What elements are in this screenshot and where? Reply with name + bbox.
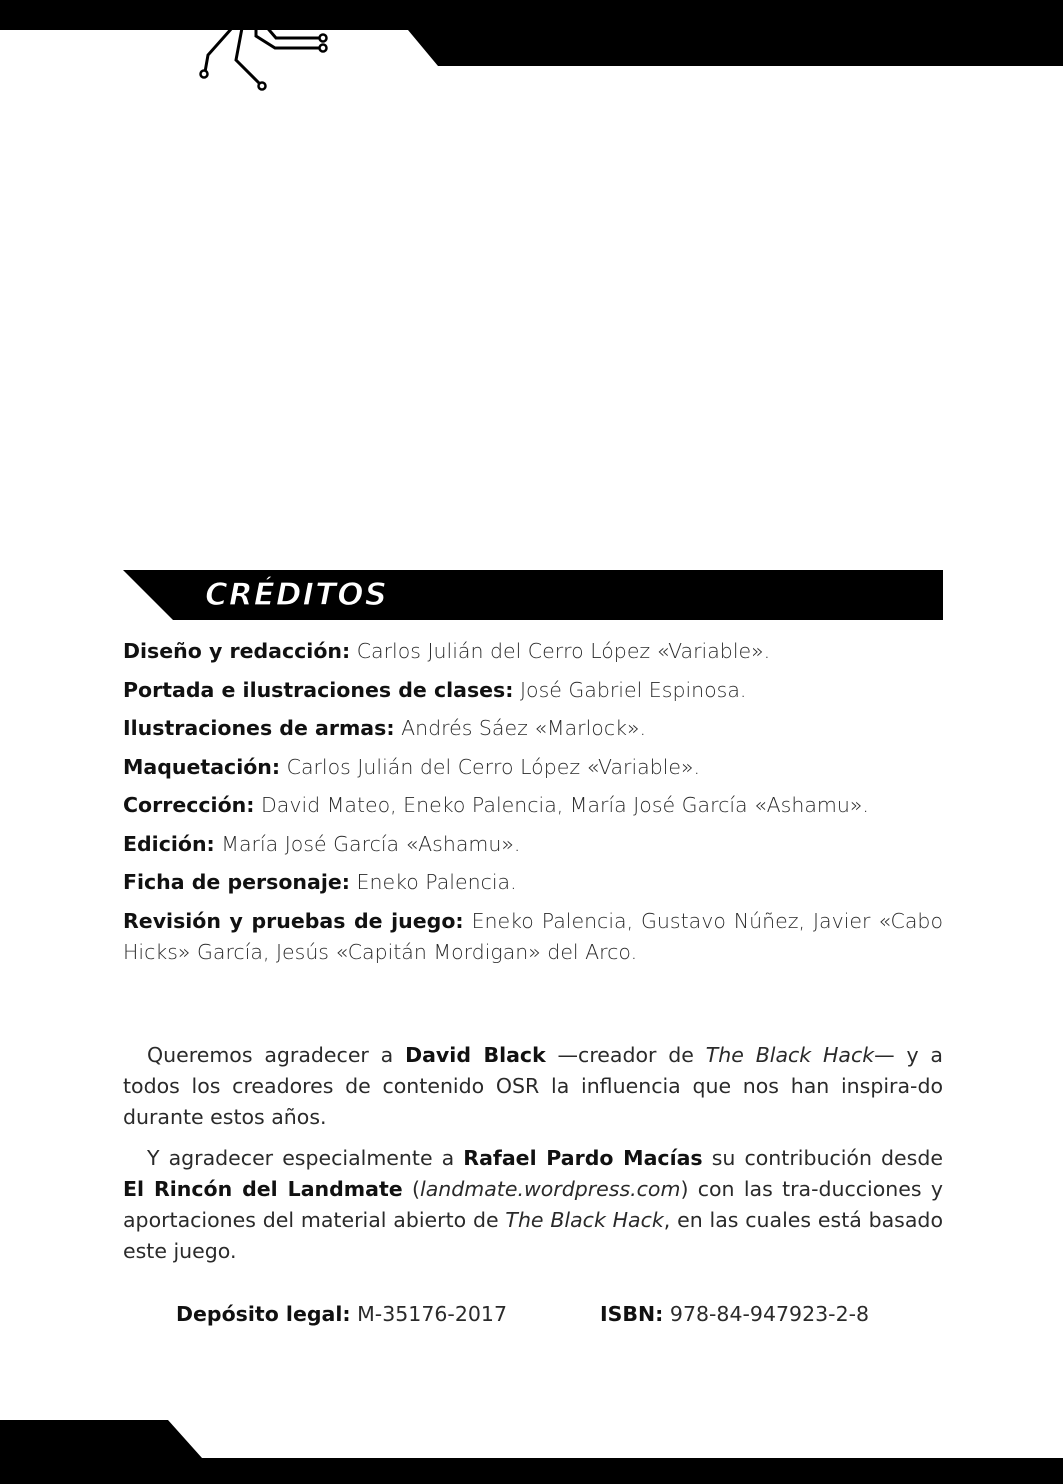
isbn-label: ISBN: (600, 1302, 664, 1326)
text-run: Queremos agradecer a (147, 1043, 406, 1067)
site-url: landmate.wordpress.com (420, 1177, 681, 1201)
legal-deposit-value: M-35176-2017 (357, 1302, 507, 1326)
isbn (600, 1302, 869, 1326)
text-run: —creador de (545, 1043, 706, 1067)
credit-value: Carlos Julián del Cerro López «Variable». (286, 754, 701, 779)
text-run: Y agradecer especialmente a (147, 1146, 464, 1170)
credit-label: Diseño y redacción: (123, 639, 351, 663)
text-run: ) con las tra-ducciones y aportaciones del material abierto de (123, 1177, 943, 1232)
text-run: — y a todos los creadores de contenido OSR la influencia que nos han inspira-do durante estos años. (123, 1043, 943, 1129)
acknowledgements (123, 1040, 943, 1277)
person-name: Rafael Pardo Macías (463, 1146, 703, 1170)
credit-label: Ilustraciones de armas: (123, 716, 395, 740)
credit-line (123, 675, 943, 706)
work-title: The Black Hack (505, 1208, 664, 1232)
credit-value: Andrés Sáez «Marlock». (401, 716, 647, 740)
credit-line (123, 829, 943, 860)
person-name: David Black (405, 1043, 546, 1067)
circuit-decoration-icon (190, 0, 340, 95)
credit-label: Maquetación: (123, 754, 281, 779)
credit-value: José Gabriel Espinosa. (520, 677, 747, 702)
credits-list (123, 636, 943, 975)
credits-title: CRÉDITOS (205, 577, 388, 613)
credit-line (123, 790, 943, 821)
credit-value: Carlos Julián del Cerro López «Variable». (356, 639, 771, 663)
credit-value: David Mateo, Eneko Palencia, María José García «Ashamu». (261, 793, 869, 817)
isbn-value: 978-84-947923-2-8 (669, 1302, 870, 1326)
acknowledgement-paragraph-2 (123, 1143, 943, 1267)
legal-info (176, 1302, 936, 1326)
work-title: The Black Hack (705, 1043, 875, 1067)
credit-value: Eneko Palencia, Gustavo Núñez, Javier «Cabo Hicks» García, Jesús «Capitán Mordigan» del Arco. (123, 908, 943, 964)
credit-line (123, 636, 943, 667)
legal-deposit (176, 1302, 507, 1326)
acknowledgement-paragraph-1 (123, 1040, 943, 1133)
credit-label: Corrección: (123, 793, 255, 817)
text-run: , en las cuales está basado este juego. (123, 1208, 943, 1263)
site-name: El Rincón del Landmate (123, 1177, 403, 1201)
bottom-black-band (0, 1420, 1063, 1484)
credit-line (123, 867, 943, 898)
credit-line (123, 906, 943, 968)
top-black-band (0, 0, 1063, 66)
text-run: su contribución desde (702, 1146, 943, 1170)
credit-line (123, 752, 943, 783)
credit-label: Edición: (123, 831, 215, 856)
credit-line (123, 713, 943, 744)
legal-deposit-label: Depósito legal: (176, 1302, 351, 1326)
credits-header (123, 570, 943, 620)
credit-label: Ficha de personaje: (123, 870, 350, 894)
credit-label: Revisión y pruebas de juego: (123, 908, 464, 933)
credit-value: María José García «Ashamu». (221, 831, 521, 856)
credit-value: Eneko Palencia. (356, 870, 517, 894)
credit-label: Portada e ilustraciones de clases: (123, 677, 514, 702)
text-run: ( (402, 1177, 420, 1201)
